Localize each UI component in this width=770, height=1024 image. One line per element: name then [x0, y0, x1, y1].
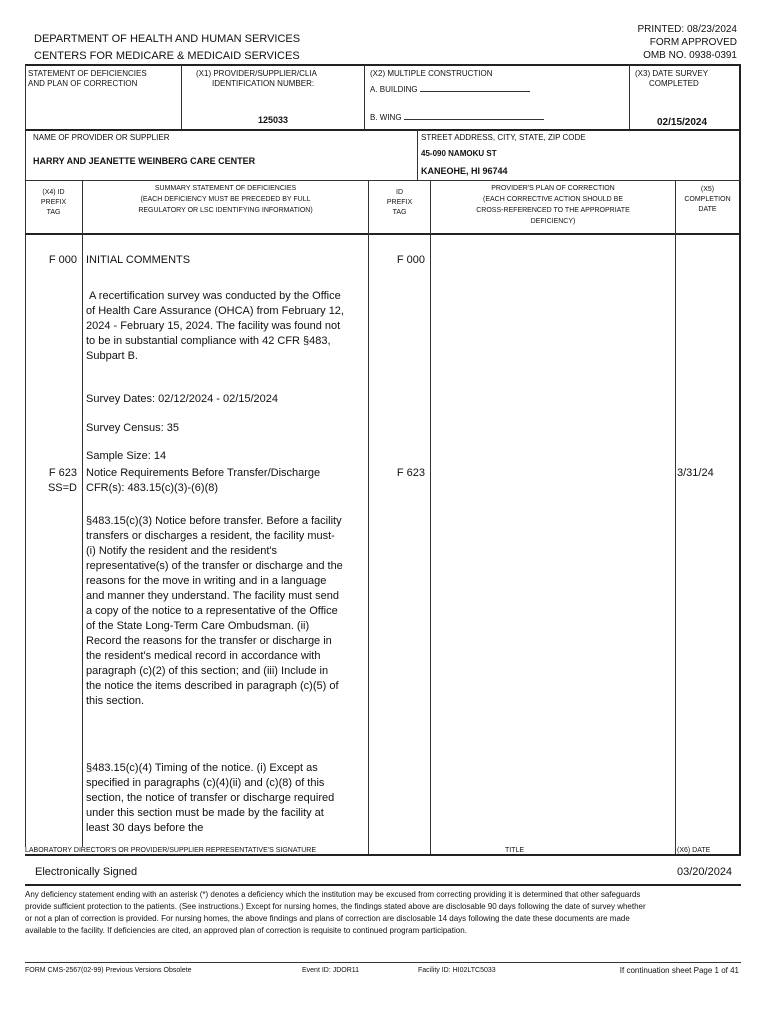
x4-header-3: TAG	[46, 209, 61, 216]
x5-header-2: COMPLETION	[684, 196, 731, 203]
title-label: TITLE	[505, 847, 525, 854]
sample-size: Sample Size: 14	[86, 450, 167, 462]
f623-cfr: CFR(s): 483.15(c)(3)-(6)(8)	[86, 482, 219, 494]
signature-label: LABORATORY DIRECTOR'S OR PROVIDER/SUPPLIER REPRESENTATIVE'S SIGNATURE	[25, 847, 317, 854]
f623-body-transfer-notice: §483.15(c)(3) Notice before transfer. Before a facility transfers or discharges a resident, the facility must- (i) Notify the resident and the resident's representative(s) of the transfer or discharge and the reasons for the move in writing and in a language and manner they understand. The facility must send a copy of the notice to a representative of the Office of the State Long-Term Care Ombudsman. (ii) Record the reasons for the transfer or discharge in the resident's medical record in accordance with paragraph (c)(2) of this section; and (iii) Include in the notice the items described in paragraph (c)(5) of this section.	[86, 515, 343, 707]
survey-census: Survey Census: 35	[86, 422, 179, 434]
f623-prefix-tag: F 623	[48, 467, 77, 479]
disclaimer-text: Any deficiency statement ending with an asterisk (*) denotes a deficiency which the institution may be excused from correcting providing it is determined that other safeguards provide sufficient protection to the patients. (See instructions.) Except for nursing homes, the findings stated above are disclosable 90 days following the date of survey whether or not a plan of correction is provided. For nursing homes, the above findings and plans of correction are disclosable 14 days following the date these documents are made available to the facility. If deficiencies are cited, an approved plan of correction is requisite to continued program participation.	[25, 890, 646, 935]
x3-sublabel: COMPLETED	[649, 79, 699, 88]
f623-completion-date: 3/31/24	[677, 467, 714, 479]
plan-label: AND PLAN OF CORRECTION	[28, 79, 138, 88]
wing-field	[370, 113, 544, 122]
provider-name: HARRY AND JEANETTE WEINBERG CARE CENTER	[33, 156, 256, 166]
id-header-2: PREFIX	[386, 199, 413, 206]
plan-header-3: CROSS-REFERENCED TO THE APPROPRIATE	[476, 207, 630, 214]
building-field	[370, 85, 530, 94]
city-state-zip: KANEOHE, HI 96744	[421, 166, 508, 176]
provider-name-label: NAME OF PROVIDER OR SUPPLIER	[33, 133, 170, 142]
x2-label: (X2) MULTIPLE CONSTRUCTION	[370, 69, 493, 78]
f623-title: Notice Requirements Before Transfer/Discharge	[86, 467, 321, 479]
f623-body-timing: §483.15(c)(4) Timing of the notice. (i) Except as specified in paragraphs (c)(4)(ii) and (c)(8) of this section, the notice of transfer or discharge required under this section must be made by the facility at least 30 days before the	[86, 762, 335, 834]
x3-label: (X3) DATE SURVEY	[635, 69, 709, 78]
signature-date: 03/20/2024	[677, 866, 733, 878]
omb-number: OMB NO. 0938-0391	[643, 50, 737, 61]
printed-date: PRINTED: 08/23/2024	[637, 24, 737, 35]
wing-label: B. WING	[370, 113, 402, 122]
f000-body: A recertification survey was conducted by the Office of Health Care Assurance (OHCA) from February 12, 2024 - February 15, 2024. The facility was found not to be in substantial compliance with 42 CFR §483, Subpart B.	[86, 290, 344, 362]
f623-scope-severity: SS=D	[47, 482, 77, 494]
x5-header-1: (X5)	[700, 186, 715, 193]
summary-header-1: SUMMARY STATEMENT OF DEFICIENCIES	[154, 185, 297, 192]
form-approved: FORM APPROVED	[649, 37, 737, 48]
building-label: A. BUILDING	[370, 85, 418, 94]
x1-label: (X1) PROVIDER/SUPPLIER/CLIA	[196, 69, 317, 78]
plan-header-1: PROVIDER'S PLAN OF CORRECTION	[491, 185, 615, 192]
wing-line	[404, 119, 544, 120]
f623-id-tag: F 623	[396, 467, 425, 479]
f000-prefix-tag: F 000	[48, 254, 77, 266]
x4-header-2: PREFIX	[40, 199, 67, 206]
summary-header-3: REGULATORY OR LSC IDENTIFYING INFORMATION)	[138, 207, 313, 214]
id-header-3: TAG	[392, 209, 407, 216]
x4-header-1: (X4) ID	[42, 189, 65, 196]
agency-title: CENTERS FOR MEDICARE & MEDICAID SERVICES	[34, 50, 300, 62]
footer-facility-id: Facility ID: HI02LTC5033	[418, 967, 496, 974]
building-line	[420, 91, 530, 92]
address-label: STREET ADDRESS, CITY, STATE, ZIP CODE	[421, 133, 586, 142]
x6-date-label: (X6) DATE	[677, 847, 711, 854]
statement-label: STATEMENT OF DEFICIENCIES	[28, 69, 147, 78]
signature-value: Electronically Signed	[35, 866, 138, 878]
x5-header-3: DATE	[698, 206, 717, 213]
plan-header-2: (EACH CORRECTIVE ACTION SHOULD BE	[482, 196, 624, 203]
footer-event-id: Event ID: JDOR11	[302, 967, 360, 974]
footer-page-number: If continuation sheet Page 1 of 41	[619, 966, 739, 975]
footer-form-number: FORM CMS-2567(02-99) Previous Versions Obsolete	[25, 967, 192, 974]
id-header-1: ID	[396, 189, 403, 196]
plan-header-4: DEFICIENCY)	[530, 218, 576, 225]
x1-sublabel: IDENTIFICATION NUMBER:	[212, 79, 315, 88]
f000-title: INITIAL COMMENTS	[86, 254, 191, 266]
survey-completed-date: 02/15/2024	[657, 117, 708, 128]
summary-header-2: (EACH DEFICIENCY MUST BE PRECEDED BY FULL	[140, 196, 311, 203]
f000-id-tag: F 000	[396, 254, 425, 266]
provider-id-number: 125033	[258, 115, 289, 125]
department-title: DEPARTMENT OF HEALTH AND HUMAN SERVICES	[34, 33, 301, 45]
street-address: 45-090 NAMOKU ST	[421, 149, 497, 158]
survey-dates: Survey Dates: 02/12/2024 - 02/15/2024	[86, 393, 279, 405]
